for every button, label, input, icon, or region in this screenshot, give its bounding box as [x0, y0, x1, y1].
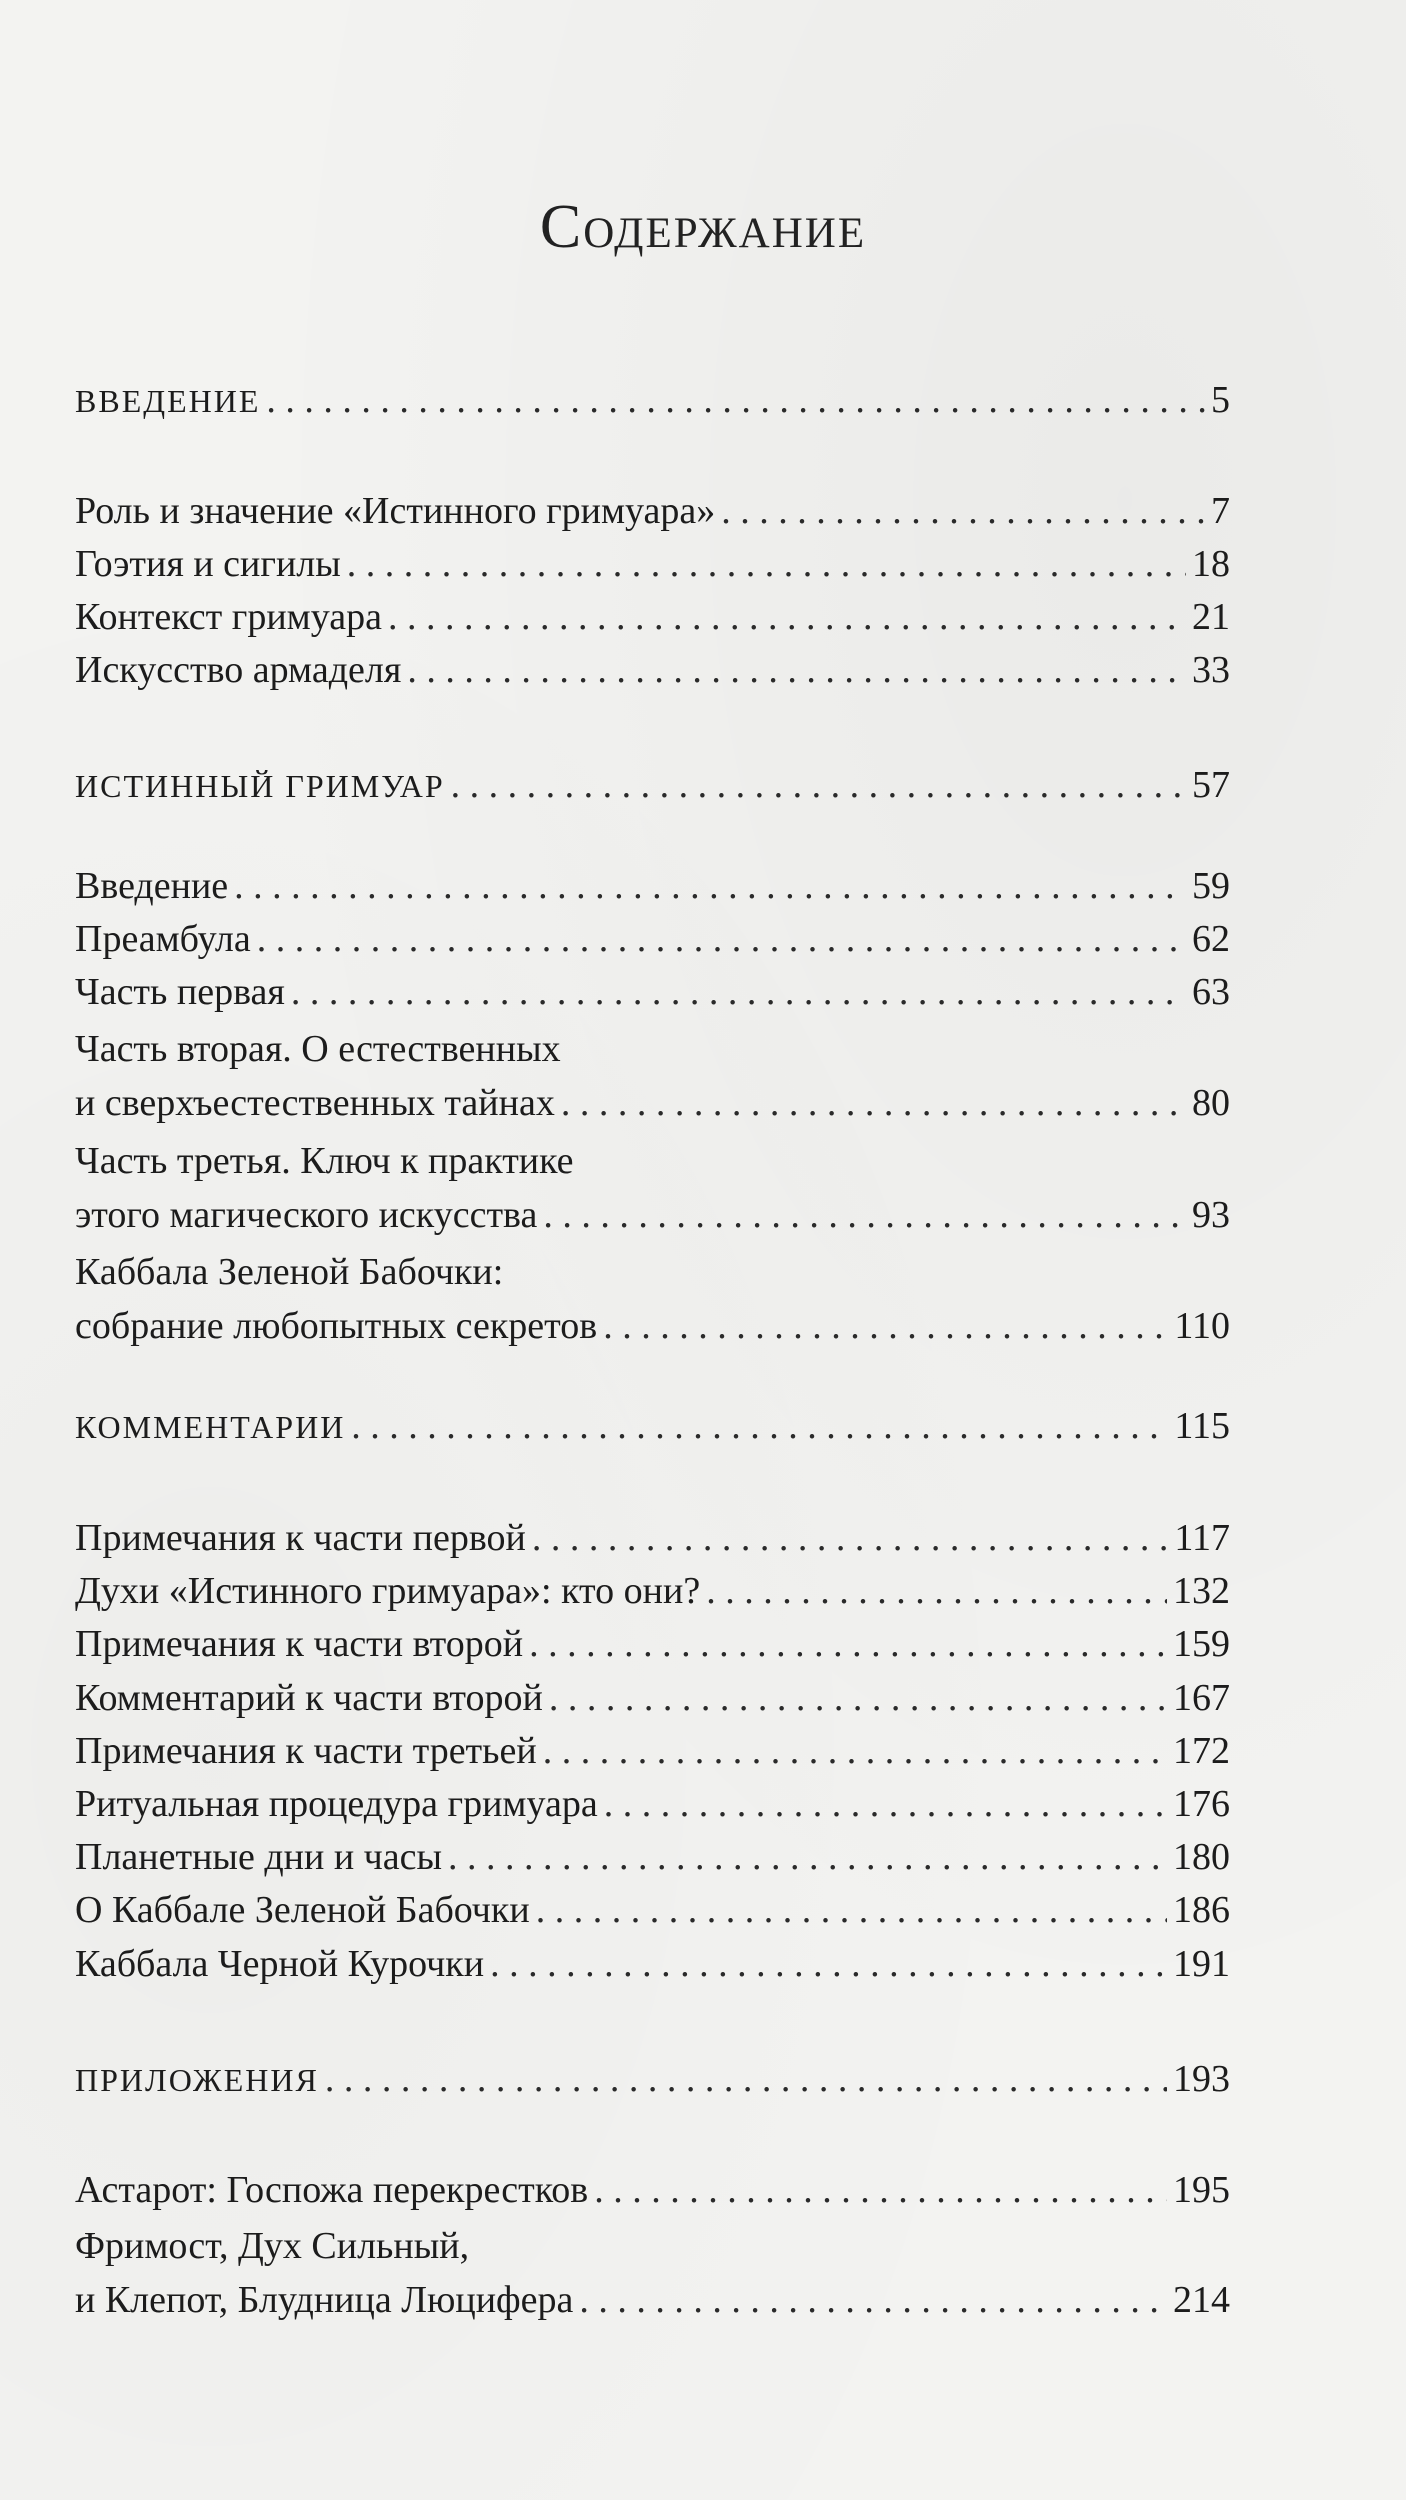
toc-entry[interactable] — [75, 489, 1230, 533]
page-number: 172 — [1173, 1730, 1230, 1772]
toc-entry[interactable] — [75, 1081, 1230, 1125]
dot-leader — [266, 378, 1205, 422]
dot-leader — [543, 1729, 1167, 1773]
entry-title: Преамбула — [75, 918, 251, 960]
entry-title: собрание любопытных секретов — [75, 1305, 598, 1347]
page-number: 159 — [1173, 1623, 1230, 1665]
entry-title: Часть первая — [75, 971, 285, 1013]
dot-leader — [579, 2278, 1167, 2322]
page-number: 186 — [1173, 1889, 1230, 1931]
page-number: 80 — [1192, 1082, 1230, 1124]
dot-leader — [561, 1081, 1186, 1125]
toc-entry[interactable] — [75, 1782, 1230, 1826]
toc-entry[interactable] — [75, 1569, 1230, 1613]
toc-entry[interactable] — [75, 2278, 1230, 2322]
page-number: 167 — [1173, 1677, 1230, 1719]
toc-entry[interactable] — [75, 970, 1230, 1014]
page-number: 193 — [1173, 2058, 1230, 2100]
entry-title: Введение — [75, 865, 229, 907]
page-number: 191 — [1173, 1943, 1230, 1985]
page-number: 7 — [1211, 490, 1230, 532]
entry-title: и Клепот, Блудница Люцифера — [75, 2279, 574, 2321]
entry-title-line-1: Каббала Зеленой Бабочки: — [75, 1251, 504, 1293]
page-number: 110 — [1174, 1305, 1230, 1347]
page-number: 93 — [1192, 1194, 1230, 1236]
dot-leader — [407, 648, 1186, 692]
entry-title: Примечания к части третьей — [75, 1730, 537, 1772]
dot-leader — [448, 1835, 1167, 1879]
entry-title: Духи «Истинного гримуара»: кто они? — [75, 1570, 701, 1612]
page-number: 59 — [1192, 865, 1230, 907]
entry-title: О Каббале Зеленой Бабочки — [75, 1889, 530, 1931]
entry-title: Комментарий к части второй — [75, 1677, 543, 1719]
dot-leader — [347, 542, 1186, 586]
page-number: 62 — [1192, 918, 1230, 960]
dot-leader — [234, 864, 1186, 908]
toc-entry[interactable] — [75, 1516, 1230, 1560]
toc-entry[interactable] — [75, 1304, 1230, 1348]
dot-leader — [532, 1516, 1169, 1560]
entry-title: Примечания к части второй — [75, 1623, 524, 1665]
page-number: 115 — [1174, 1405, 1230, 1447]
toc-entry[interactable] — [75, 917, 1230, 961]
toc-entry[interactable] — [75, 1729, 1230, 1773]
entry-title: Астарот: Госпожа перекрестков — [75, 2169, 589, 2211]
page-number: 180 — [1173, 1836, 1230, 1878]
page-number: 176 — [1173, 1783, 1230, 1825]
page-number: 132 — [1173, 1570, 1230, 1612]
entry-title: Контекст гримуара — [75, 596, 382, 638]
dot-leader — [603, 1304, 1168, 1348]
toc-entry[interactable] — [75, 864, 1230, 908]
page-number: 214 — [1173, 2279, 1230, 2321]
dot-leader — [291, 970, 1186, 1014]
entry-title: Примечания к части первой — [75, 1517, 526, 1559]
dot-leader — [529, 1622, 1167, 1666]
entry-title-line-1: Фримост, Дух Сильный, — [75, 2225, 470, 2267]
entry-title: Каббала Черной Курочки — [75, 1943, 485, 1985]
page-number: 57 — [1192, 764, 1230, 806]
entry-title: Искусство армаделя — [75, 649, 402, 691]
toc-entry[interactable] — [75, 1676, 1230, 1720]
dot-leader — [604, 1782, 1167, 1826]
page-title: Содержание — [539, 193, 867, 261]
toc-section-introduction[interactable] — [75, 378, 1230, 423]
dot-leader — [706, 1569, 1167, 1613]
dot-leader — [594, 2168, 1167, 2212]
entry-title: этого магического искусства — [75, 1194, 538, 1236]
page-number: 63 — [1192, 971, 1230, 1013]
entry-title: и сверхъестественных тайнах — [75, 1082, 555, 1124]
dot-leader — [351, 1404, 1168, 1448]
page-number: 33 — [1192, 649, 1230, 691]
dot-leader — [721, 489, 1205, 533]
dot-leader — [325, 2057, 1167, 2101]
dot-leader — [536, 1888, 1167, 1932]
dot-leader — [451, 763, 1186, 807]
dot-leader — [543, 1193, 1186, 1237]
section-heading: ВВЕДЕНИЕ — [75, 383, 261, 419]
page-number: 117 — [1174, 1517, 1230, 1559]
toc-entry[interactable] — [75, 648, 1230, 692]
entry-title-line-1: Часть вторая. О естественных — [75, 1028, 561, 1070]
section-heading: ПРИЛОЖЕНИЯ — [75, 2062, 319, 2098]
page-number: 5 — [1211, 379, 1230, 421]
page-number: 18 — [1192, 543, 1230, 585]
toc-entry[interactable] — [75, 1193, 1230, 1237]
toc-entry[interactable] — [75, 595, 1230, 639]
entry-title-line-1: Часть третья. Ключ к практике — [75, 1140, 574, 1182]
dot-leader — [257, 917, 1186, 961]
section-heading: КОММЕНТАРИИ — [75, 1409, 346, 1445]
toc-entry[interactable] — [75, 1942, 1230, 1986]
section-heading: ИСТИННЫЙ ГРИМУАР — [75, 768, 445, 804]
toc-entry[interactable] — [75, 1888, 1230, 1932]
toc-entry[interactable] — [75, 1835, 1230, 1879]
entry-title: Планетные дни и часы — [75, 1836, 443, 1878]
dot-leader — [549, 1676, 1167, 1720]
entry-title: Роль и значение «Истинного гримуара» — [75, 490, 716, 532]
dot-leader — [490, 1942, 1167, 1986]
toc-section-commentary[interactable] — [75, 1404, 1230, 1449]
page-number: 21 — [1192, 596, 1230, 638]
toc-entry[interactable] — [75, 2168, 1230, 2212]
toc-entry[interactable] — [75, 542, 1230, 586]
toc-section-appendices[interactable] — [75, 2057, 1230, 2102]
entry-title: Гоэтия и сигилы — [75, 543, 341, 585]
toc-section-true-grimoire[interactable] — [75, 763, 1230, 808]
page-number: 195 — [1173, 2169, 1230, 2211]
entry-title: Ритуальная процедура гримуара — [75, 1783, 598, 1825]
toc-entry[interactable] — [75, 1622, 1230, 1666]
dot-leader — [388, 595, 1186, 639]
